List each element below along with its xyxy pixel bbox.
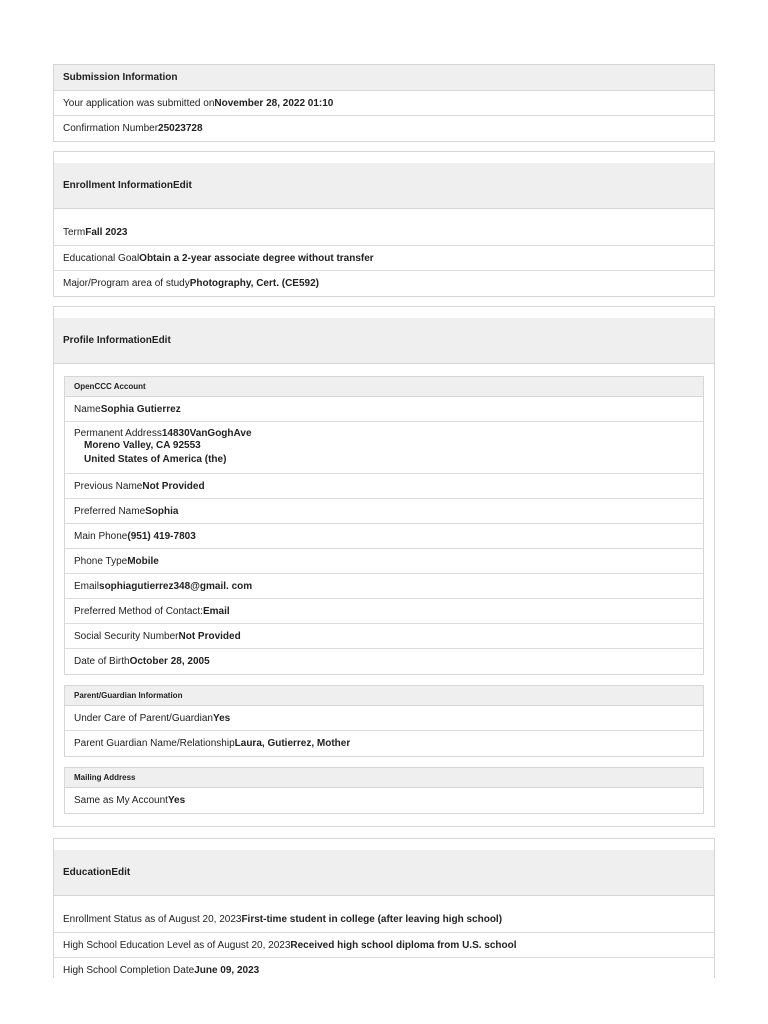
- name-row: [65, 397, 703, 422]
- guardian-name-value: Laura, Gutierrez, Mother: [234, 738, 351, 749]
- enrollment-edit-link[interactable]: Edit: [173, 180, 192, 191]
- guardian-section-title: Parent/Guardian Information: [65, 686, 703, 706]
- address-line2: Moreno Valley, CA 92553: [84, 440, 201, 451]
- dob-value: October 28, 2005: [129, 656, 210, 667]
- address-label: Permanent Address: [74, 428, 162, 439]
- email-label: Email: [74, 580, 100, 592]
- ssn-label: Social Security Number: [74, 630, 179, 642]
- hs-level-label: High School Education Level as of August 20, 2023: [63, 939, 291, 951]
- phone-type-value: Mobile: [127, 555, 159, 567]
- hs-completion-value: June 09, 2023: [194, 965, 260, 976]
- guardian-care-row: [65, 706, 703, 731]
- enrollment-status-value: First-time student in college (after leaving high school): [241, 913, 503, 925]
- education-edit-link[interactable]: Edit: [111, 867, 131, 878]
- goal-value: Obtain a 2-year associate degree without transfer: [139, 252, 374, 264]
- profile-title: Profile Information: [63, 335, 152, 346]
- submission-header: [54, 65, 714, 91]
- submission-panel: [53, 64, 715, 142]
- guardian-name-row: [65, 731, 703, 756]
- phone-type-row: [65, 549, 703, 574]
- name-label: Name: [74, 403, 101, 415]
- education-header: [54, 850, 714, 896]
- ssn-row: [65, 624, 703, 649]
- account-section: [64, 376, 704, 675]
- profile-edit-link[interactable]: Edit: [151, 335, 171, 346]
- previous-name-label: Previous Name: [74, 480, 143, 492]
- address-line1: 14830VanGoghAve: [161, 428, 252, 439]
- dob-row: [65, 649, 703, 674]
- address-row: [65, 422, 703, 474]
- education-panel: [53, 838, 715, 978]
- submission-title: Submission Information: [63, 72, 178, 83]
- term-value: Fall 2023: [85, 226, 128, 238]
- mailing-same-row: [65, 788, 703, 813]
- email-row: [65, 574, 703, 599]
- goal-label: Educational Goal: [63, 252, 140, 264]
- profile-header: [54, 318, 714, 364]
- main-phone-label: Main Phone: [74, 530, 128, 542]
- main-phone-value: (951) 419-7803: [127, 530, 196, 542]
- profile-panel: [53, 306, 715, 827]
- confirmation-row: [54, 116, 714, 141]
- preferred-name-row: [65, 499, 703, 524]
- confirmation-label: Confirmation Number: [63, 123, 159, 134]
- submitted-label: Your application was submitted on: [63, 97, 215, 109]
- dob-label: Date of Birth: [74, 656, 130, 667]
- term-row: [54, 209, 714, 246]
- enrollment-panel: [53, 151, 715, 297]
- name-value: Sophia Gutierrez: [100, 403, 181, 415]
- ssn-value: Not Provided: [178, 630, 241, 642]
- enrollment-status-row: [54, 896, 714, 933]
- submitted-row: [54, 91, 714, 116]
- major-value: Photography, Cert. (CE592): [189, 278, 319, 289]
- mailing-section: [64, 767, 704, 814]
- guardian-care-label: Under Care of Parent/Guardian: [74, 712, 213, 724]
- major-row: [54, 271, 714, 296]
- guardian-section: [64, 685, 704, 757]
- contact-method-row: [65, 599, 703, 624]
- preferred-name-value: Sophia: [145, 505, 179, 517]
- hs-completion-label: High School Completion Date: [63, 965, 195, 976]
- enrollment-header: [54, 163, 714, 209]
- confirmation-value: 25023728: [158, 123, 203, 134]
- previous-name-value: Not Provided: [142, 480, 205, 492]
- hs-completion-row: [54, 958, 714, 983]
- mailing-same-label: Same as My Account: [74, 795, 168, 806]
- guardian-care-value: Yes: [212, 712, 231, 724]
- education-title: Education: [63, 867, 112, 878]
- preferred-name-label: Preferred Name: [74, 505, 146, 517]
- guardian-name-label: Parent Guardian Name/Relationship: [74, 738, 235, 749]
- main-phone-row: [65, 524, 703, 549]
- phone-type-label: Phone Type: [74, 555, 128, 567]
- mailing-same-value: Yes: [167, 795, 186, 806]
- hs-level-value: Received high school diploma from U.S. school: [290, 939, 517, 951]
- address-line3: United States of America (the): [84, 454, 227, 465]
- contact-method-label: Preferred Method of Contact:: [74, 605, 203, 617]
- mailing-section-title: Mailing Address: [65, 768, 703, 788]
- enrollment-title: Enrollment Information: [63, 180, 173, 191]
- term-label: Term: [63, 226, 86, 238]
- goal-row: [54, 246, 714, 271]
- email-value: sophiagutierrez348@gmail. com: [99, 580, 253, 592]
- submitted-value: November 28, 2022 01:10: [214, 97, 334, 109]
- account-section-title: OpenCCC Account: [65, 377, 703, 397]
- enrollment-status-label: Enrollment Status as of August 20, 2023: [63, 913, 242, 925]
- contact-method-value: Email: [202, 605, 230, 617]
- major-label: Major/Program area of study: [63, 278, 190, 289]
- hs-level-row: [54, 933, 714, 958]
- previous-name-row: [65, 474, 703, 499]
